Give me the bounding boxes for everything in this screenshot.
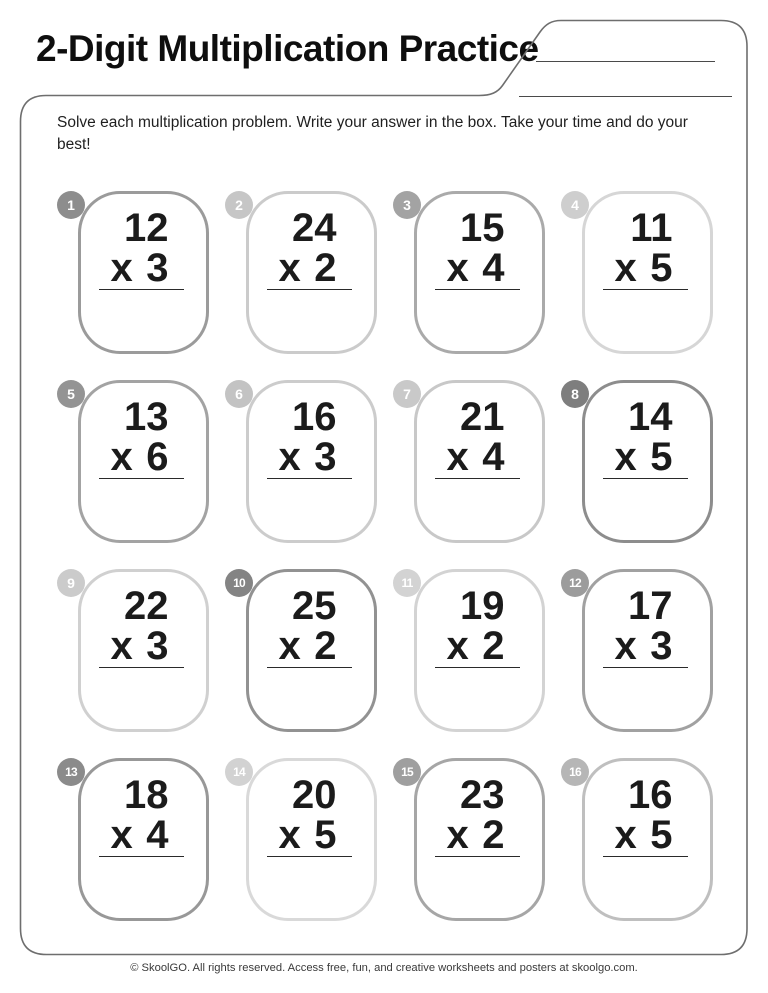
- multiplicand: 13: [124, 395, 169, 439]
- problem-card: [233, 758, 377, 921]
- answer-line[interactable]: [435, 289, 520, 290]
- instructions-text: Solve each multiplication problem. Write your answer in the box. Take your time and do your best!: [57, 114, 688, 153]
- problem-number-badge: 10: [225, 569, 253, 597]
- multiplier: 3: [650, 624, 673, 668]
- multiplier: 5: [314, 813, 337, 857]
- problem-card: [233, 569, 377, 732]
- problem-card: [235, 380, 377, 543]
- problem-number-badge: 4: [561, 191, 589, 219]
- answer-line[interactable]: [99, 667, 184, 668]
- problem-number-badge: 1: [57, 191, 85, 219]
- problem-number-badge: 15: [393, 758, 421, 786]
- multiplicand: 16: [628, 773, 673, 817]
- multiplicand: 17: [628, 584, 673, 628]
- multiply-operator: x: [278, 246, 301, 290]
- multiplier: 3: [146, 246, 169, 290]
- date-line[interactable]: [519, 82, 732, 97]
- multiplier: 2: [314, 246, 337, 290]
- multiplicand: 25: [292, 584, 337, 628]
- problem-number-badge: 7: [393, 380, 421, 408]
- answer-line[interactable]: [603, 289, 688, 290]
- problem-number-badge: 13: [57, 758, 85, 786]
- multiplier: 5: [650, 246, 673, 290]
- multiplicand: 11: [630, 206, 673, 250]
- footer-copyright: © SkoolGO. All rights reserved. Access free, fun, and creative worksheets and posters at skoolgo.com.: [130, 962, 638, 974]
- answer-line[interactable]: [267, 856, 352, 857]
- problem-number-badge: 12: [561, 569, 589, 597]
- multiplication-problem: [249, 208, 374, 290]
- multiplication-problem: [585, 397, 710, 479]
- multiply-operator: x: [446, 246, 469, 290]
- problem-card: [403, 380, 545, 543]
- multiply-operator: x: [614, 246, 637, 290]
- problem-number-badge: 5: [57, 380, 85, 408]
- multiplicand: 23: [460, 773, 505, 817]
- problem-card: [401, 758, 545, 921]
- answer-line[interactable]: [267, 667, 352, 668]
- multiply-operator: x: [614, 624, 637, 668]
- problem-card: [65, 758, 209, 921]
- problem-number-badge: 8: [561, 380, 589, 408]
- problem-number-badge: 9: [57, 569, 85, 597]
- multiply-operator: x: [446, 435, 469, 479]
- multiplier: 5: [650, 813, 673, 857]
- problem-card: [569, 758, 713, 921]
- problem-card: [235, 191, 377, 354]
- problem-number-badge: 16: [561, 758, 589, 786]
- multiplier: 2: [482, 624, 505, 668]
- answer-line[interactable]: [603, 667, 688, 668]
- multiplicand: 19: [460, 584, 505, 628]
- answer-line[interactable]: [435, 667, 520, 668]
- multiplicand: 22: [124, 584, 169, 628]
- problem-card: [67, 191, 209, 354]
- answer-line[interactable]: [99, 289, 184, 290]
- multiplication-problem: [585, 775, 710, 857]
- multiply-operator: x: [278, 624, 301, 668]
- multiplicand: 18: [124, 773, 169, 817]
- multiplication-problem: [585, 586, 710, 668]
- multiplication-problem: [417, 775, 542, 857]
- multiplier: 3: [314, 435, 337, 479]
- problem-card: [67, 380, 209, 543]
- problems-grid: [65, 191, 713, 921]
- problem-number-badge: 2: [225, 191, 253, 219]
- page-title: 2-Digit Multiplication Practice: [36, 28, 539, 69]
- problem-card: [571, 191, 713, 354]
- multiplication-problem: [81, 586, 206, 668]
- problem-number-badge: 6: [225, 380, 253, 408]
- multiplication-problem: [81, 775, 206, 857]
- multiplication-problem: [585, 208, 710, 290]
- multiply-operator: x: [110, 624, 133, 668]
- problem-number-badge: 14: [225, 758, 253, 786]
- multiplication-problem: [81, 208, 206, 290]
- problem-card: [571, 380, 713, 543]
- multiply-operator: x: [110, 813, 133, 857]
- problem-card: [403, 191, 545, 354]
- problem-card: [569, 569, 713, 732]
- problem-card: [67, 569, 209, 732]
- multiplicand: 20: [292, 773, 337, 817]
- multiplicand: 12: [124, 206, 169, 250]
- multiply-operator: x: [278, 435, 301, 479]
- multiplier: 5: [650, 435, 673, 479]
- multiply-operator: x: [278, 813, 301, 857]
- multiplier: 6: [146, 435, 169, 479]
- multiplier: 2: [482, 813, 505, 857]
- multiplication-problem: [81, 397, 206, 479]
- multiplication-problem: [249, 775, 374, 857]
- multiplicand: 16: [292, 395, 337, 439]
- name-line[interactable]: [536, 47, 715, 62]
- multiply-operator: x: [614, 435, 637, 479]
- answer-line[interactable]: [267, 289, 352, 290]
- multiplier: 4: [482, 246, 505, 290]
- multiplication-problem: [249, 397, 374, 479]
- multiplicand: 21: [460, 395, 505, 439]
- multiply-operator: x: [446, 813, 469, 857]
- answer-line[interactable]: [435, 478, 520, 479]
- multiplication-problem: [249, 586, 374, 668]
- problem-number-badge: 11: [393, 569, 421, 597]
- multiplier: 2: [314, 624, 337, 668]
- multiplicand: 15: [460, 206, 505, 250]
- answer-line[interactable]: [99, 478, 184, 479]
- multiply-operator: x: [110, 246, 133, 290]
- multiplication-problem: [417, 208, 542, 290]
- multiply-operator: x: [614, 813, 637, 857]
- problem-number-badge: 3: [393, 191, 421, 219]
- problem-card: [401, 569, 545, 732]
- multiply-operator: x: [446, 624, 469, 668]
- multiplicand: 14: [628, 395, 673, 439]
- multiplication-problem: [417, 586, 542, 668]
- multiplier: 4: [146, 813, 169, 857]
- answer-line[interactable]: [603, 856, 688, 857]
- answer-line[interactable]: [603, 478, 688, 479]
- answer-line[interactable]: [435, 856, 520, 857]
- multiplication-problem: [417, 397, 542, 479]
- answer-line[interactable]: [267, 478, 352, 479]
- answer-line[interactable]: [99, 856, 184, 857]
- multiplicand: 24: [292, 206, 337, 250]
- multiplier: 3: [146, 624, 169, 668]
- multiply-operator: x: [110, 435, 133, 479]
- multiplier: 4: [482, 435, 505, 479]
